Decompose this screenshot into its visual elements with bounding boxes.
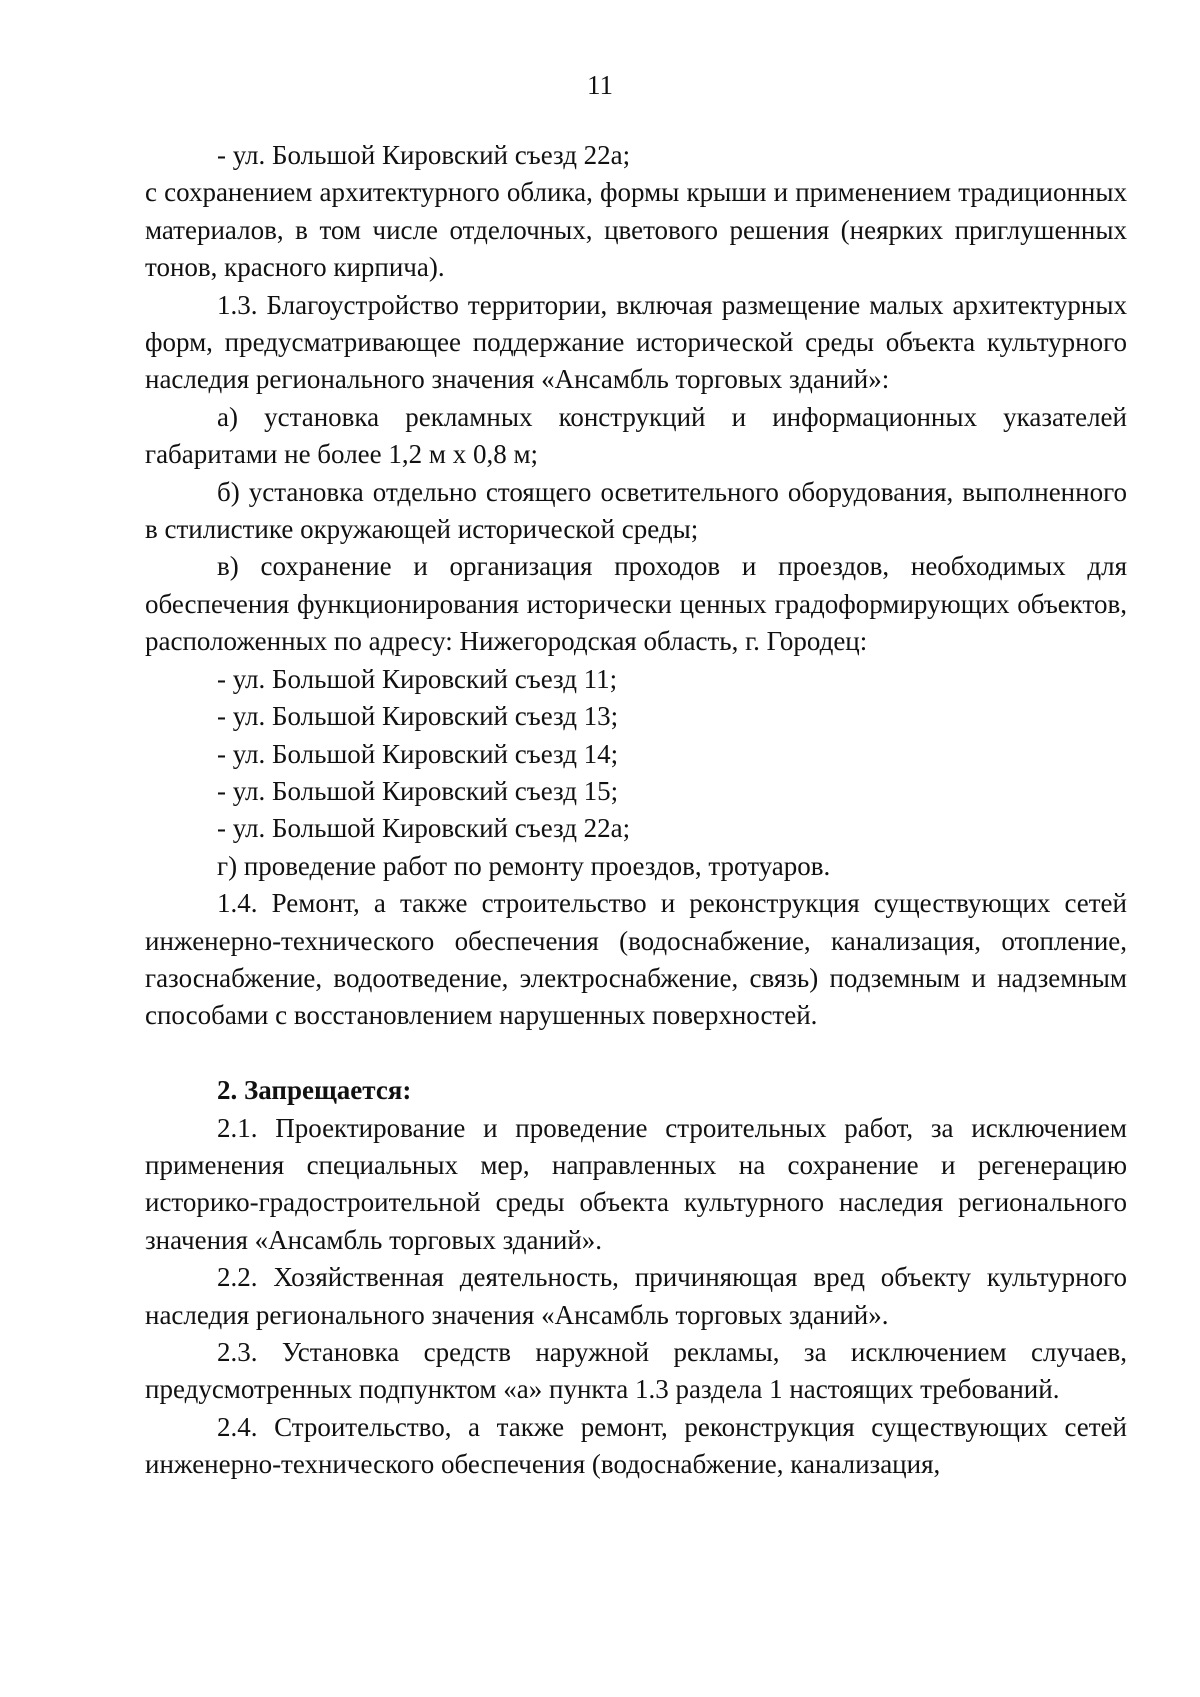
address-list xyxy=(145,661,1127,848)
address-item: - ул. Большой Кировский съезд 13; xyxy=(217,701,619,732)
paragraph-1-4: 1.4. Ремонт, а также строительство и реконструкция существующих сетей инженерно-технического обеспечения (водоснабжение, канализация, отопление, газоснабжение, водоотведение, электроснабжение, связь) подземным и надземным способами с восстановлением нарушенных поверхностей. xyxy=(145,888,1127,1031)
paragraph-2-3: 2.3. Установка средств наружной рекламы, за исключением случаев, предусмотренных подпунктом «а» пункта 1.3 раздела 1 настоящих требований. xyxy=(145,1336,1127,1405)
section-2-heading: 2. Запрещается: xyxy=(217,1075,412,1106)
paragraph-v: в) сохранение и организация проходов и проездов, необходимых для обеспечения функционирования исторически ценных градоформирующих объектов, расположенных по адресу: Нижегородская область, г. Городец: xyxy=(145,551,1127,657)
document-body xyxy=(145,137,1127,1484)
paragraph-2-2: 2.2. Хозяйственная деятельность, причиняющая вред объекту культурного наследия регионального значения «Ансамбль торговых зданий». xyxy=(145,1262,1127,1330)
paragraph-b: б) установка отдельно стоящего осветительного оборудования, выполненного в стилистике окружающей исторической среды; xyxy=(145,476,1127,545)
address-item: - ул. Большой Кировский съезд 22а; xyxy=(217,813,631,844)
paragraph-1-3: 1.3. Благоустройство территории, включая размещение малых архитектурных форм, предусматривающее поддержание исторической среды объекта культурного наследия регионального значения «Ансамбль торговых зданий»: xyxy=(145,289,1127,395)
paragraph-g: г) проведение работ по ремонту проездов, тротуаров. xyxy=(217,850,831,881)
address-line: - ул. Большой Кировский съезд 22а; xyxy=(217,140,631,170)
address-item: - ул. Большой Кировский съезд 15; xyxy=(217,775,619,806)
address-item: - ул. Большой Кировский съезд 11; xyxy=(217,663,618,694)
paragraph-2-4: 2.4. Строительство, а также ремонт, реконструкция существующих сетей инженерно-технического обеспечения (водоснабжение, канализация, xyxy=(145,1411,1127,1480)
paragraph-2-1: 2.1. Проектирование и проведение строительных работ, за исключением применения специальных мер, направленных на сохранение и регенерацию историко-градостроительной среды объекта культурного наследия регионального значения «Ансамбль торговых зданий». xyxy=(145,1112,1127,1255)
address-item: - ул. Большой Кировский съезд 14; xyxy=(217,738,619,769)
page-number: 11 xyxy=(587,70,613,100)
section-spacer xyxy=(145,1035,1127,1072)
paragraph-continuation: с сохранением архитектурного облика, формы крыши и применением традиционных материалов, в том числе отделочных, цветового решения (неярких приглушенных тонов, красного кирпича). xyxy=(145,177,1127,283)
paragraph-a: а) установка рекламных конструкций и информационных указателей габаритами не более 1,2 м х 0,8 м; xyxy=(145,401,1127,470)
